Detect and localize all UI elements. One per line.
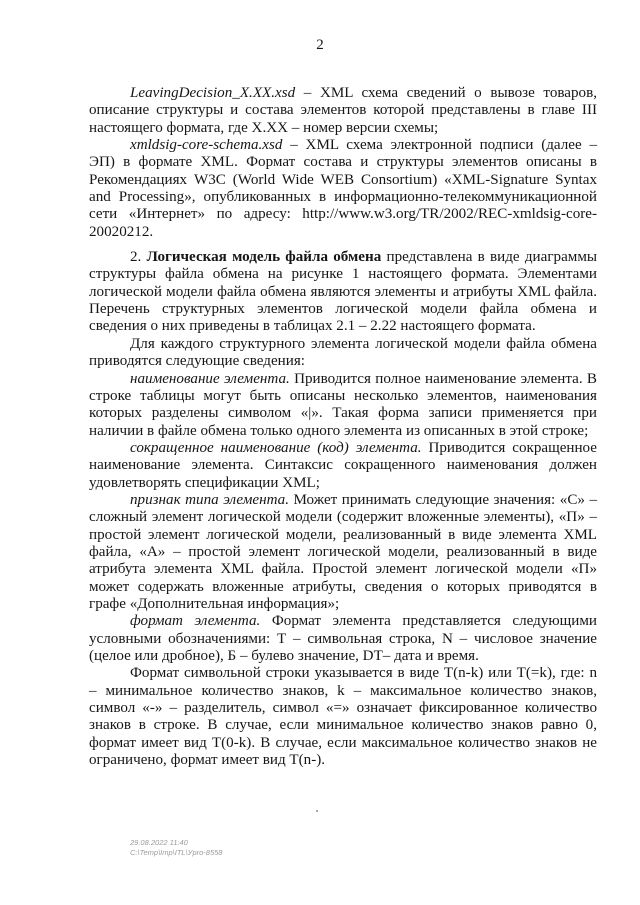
paragraph-text: Приводится полное наименование элемента. В строке таблицы могут быть описаны несколько элементов, наименования которых разделены символом «|». Такая форма записи применяется при наличии в файле обмена только одного элемента из описанных в этой строке; [89, 370, 597, 439]
footer-stamp [130, 838, 222, 858]
paragraph-element-info-intro [89, 336, 597, 371]
paragraph-element-format [89, 613, 597, 665]
paragraph-text: Может принимать следующие значения: «С» – сложный элемент логической модели (содержит вложенные элементы), «П» – простой элемент логической модели, реализованный в виде элемента XML файла, «А» – простой элемент логической модели, реализованный в виде атрибута элемента XML файла. Простой элемент логической модели «П» может содержать вложенные атрибуты, сведения о которых приводятся в графе «Дополнительная информация»; [89, 491, 597, 612]
paragraph-leaving-decision-schema [89, 85, 597, 137]
paragraph-element-name [89, 371, 597, 440]
paragraph-text: представлена в виде диаграммы структуры файла обмена на рисунке 1 настоящего формата. Элементами логической модели файла обмена являются элементы и атрибуты XML файла. Перечень структурных элементов логической модели файла обмена и сведения о них приведены в таблицах 2.1 – 2.22 настоящего формата. [89, 249, 598, 335]
term: признак типа элемента. [130, 491, 289, 508]
paragraph-text: – XML схема электронной подписи (далее – ЭП) в формате XML. Формат состава и структуры элементов описаны в Рекомендациях W3C (World Wide WEB Consortium) «XML-Signature Syntax and Processing», опубликованных в информационно-телекоммуникационной сети «Интернет» по адресу: http://www.w3.org/TR/2002/REC-xmldsig-core-20020212. [89, 137, 597, 240]
footer-file-path: C:\Temp\Imp\ITL\Уpro-8558 [130, 848, 223, 857]
paragraph-string-format [89, 665, 597, 769]
document-body [89, 85, 597, 769]
paragraph-text: Приводится сокращенное наименование элемента. Синтаксис сокращенного наименования должен удовлетворять спецификации XML; [89, 439, 597, 491]
footer-timestamp: 29.08.2022 11:40 [130, 838, 188, 847]
paragraph-element-type [89, 492, 597, 613]
scan-speck [316, 810, 318, 812]
section-heading: Логическая модель файла обмена [146, 249, 382, 266]
term: сокращенное наименование (код) элемента. [130, 439, 422, 456]
paragraph-text: Формат символьной строки указывается в виде Т(n-k) или Т(=k), где: n – минимальное количество знаков, k – максимальное количество знаков, символ «-» – разделитель, символ «=» означает фиксированное количество знаков в строке. В случае, если минимальное количество знаков равно 0, формат имеет вид Т(0-k). В случае, если максимальное количество знаков не ограничено, формат имеет вид Т(n-). [89, 665, 597, 769]
paragraph-logical-model [89, 249, 597, 336]
term: наименование элемента. [130, 370, 290, 387]
page-number: 2 [316, 37, 324, 53]
paragraph-text: Формат элемента представляется следующими условными обозначениями: Т – символьная строка, N – числовое значение (целое или дробное), Б – булево значение, DT– дата и время. [89, 613, 597, 664]
section-number: 2. [130, 249, 147, 266]
schema-filename: LeavingDecision_X.XX.xsd [130, 85, 296, 101]
paragraph-text: Для каждого структурного элемента логической модели файла обмена приводятся следующие сведения: [89, 335, 597, 370]
paragraph-text: – XML схема сведений о вывозе товаров, описание структуры и состава элементов которой представлены в главе III настоящего формата, где X.XX – номер версии схемы; [89, 85, 597, 136]
term: формат элемента. [130, 613, 261, 630]
paragraph-element-code [89, 440, 597, 492]
schema-filename: xmldsig-core-schema.xsd [130, 137, 283, 154]
paragraph-xmldsig-schema [89, 137, 597, 241]
